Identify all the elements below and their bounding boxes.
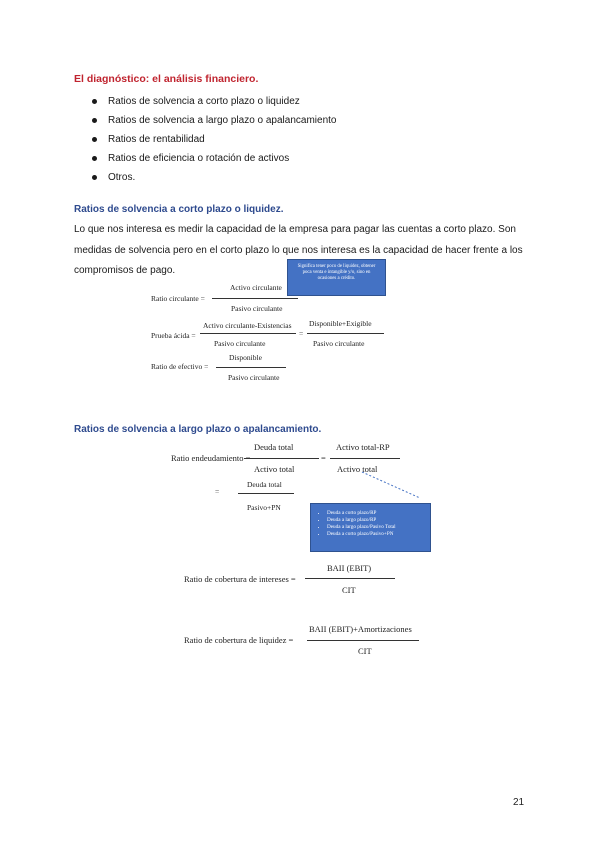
equals-sign: =	[299, 329, 304, 338]
formula-numerator: Activo circulante-Existencias	[203, 321, 292, 330]
callout-connector	[360, 470, 424, 500]
fraction-bar	[238, 493, 294, 494]
formula-numerator: Disponible	[229, 353, 262, 362]
section-heading-corto-plazo: Ratios de solvencia a corto plazo o liquidez.	[74, 204, 284, 215]
list-item: Otros.	[74, 168, 336, 187]
note-box-liquidez: Significa tener poco de liquidez, obtener poca venta e intangible y/o, sino en ocasiones a crédito.	[287, 259, 386, 296]
formula-numerator: Activo circulante	[230, 283, 282, 292]
intro-paragraph: Lo que nos interesa es medir la capacidad de la empresa para pagar las cuentas a corto plazo. Son medidas de solvencia pero en el corto plazo lo que nos interesa es la capacidad de hacer frente a los compromisos de pago.	[74, 224, 523, 276]
fraction-bar	[244, 458, 319, 459]
formula-label: Ratio de cobertura de liquidez =	[184, 635, 294, 645]
formula-label: Prueba ácida =	[151, 331, 196, 340]
formula-denominator: Activo total	[337, 464, 378, 474]
note-list	[311, 504, 430, 538]
formula-numerator: Disponible+Exigible	[309, 319, 372, 328]
list-item: • Deuda a largo plazo/RP	[327, 517, 426, 524]
formula-numerator: BAII (EBIT)+Amortizaciones	[309, 624, 412, 634]
formula-denominator: Pasivo+PN	[247, 503, 281, 512]
fraction-bar	[216, 367, 286, 368]
fraction-bar	[200, 333, 296, 334]
list-item: Ratios de rentabilidad	[74, 130, 336, 149]
list-item: • Deuda a largo plazo/Pasivo Total	[327, 524, 426, 531]
formula-label: Ratio de cobertura de intereses =	[184, 574, 296, 584]
formula-numerator: BAII (EBIT)	[327, 563, 372, 573]
fraction-bar	[307, 333, 384, 334]
formula-numerator: Deuda total	[247, 480, 282, 489]
fraction-bar	[212, 298, 298, 299]
formula-numerator: Deuda total	[254, 442, 294, 452]
fraction-bar	[330, 458, 400, 459]
formula-numerator: Activo total-RP	[336, 442, 390, 452]
formula-label: Ratio de efectivo =	[151, 362, 209, 371]
formula-denominator: CIT	[342, 585, 356, 595]
equals-sign: =	[321, 453, 326, 463]
list-item: Ratios de eficiencia o rotación de activos	[74, 149, 336, 168]
formula-label: Ratio endeudamiento =	[171, 453, 251, 463]
section-heading-diagnostico: El diagnóstico: el análisis financiero.	[74, 73, 259, 85]
ratio-types-list	[74, 92, 336, 187]
note-box-apalancamiento	[310, 503, 431, 552]
formula-denominator: Pasivo circulante	[313, 339, 365, 348]
page-number: 21	[513, 797, 525, 808]
list-item: • Deuda a corto plazo/Pasivo+PN	[327, 531, 426, 538]
list-item: Ratios de solvencia a largo plazo o apalancamiento	[74, 111, 336, 130]
formula-denominator: Pasivo circulante	[214, 339, 266, 348]
fraction-bar	[305, 578, 395, 579]
formula-denominator: CIT	[358, 646, 372, 656]
list-item: Ratios de solvencia a corto plazo o liquidez	[74, 92, 336, 111]
formula-label: Ratio circulante =	[151, 294, 205, 303]
equals-sign: =	[215, 487, 220, 496]
formula-denominator: Pasivo circulante	[231, 304, 283, 313]
formula-denominator: Activo total	[254, 464, 295, 474]
fraction-bar	[307, 640, 419, 641]
list-item: • Deuda a corto plazo/RP	[327, 510, 426, 517]
section-heading-largo-plazo: Ratios de solvencia a largo plazo o apalancamiento.	[74, 424, 322, 435]
formula-denominator: Pasivo circulante	[228, 373, 280, 382]
